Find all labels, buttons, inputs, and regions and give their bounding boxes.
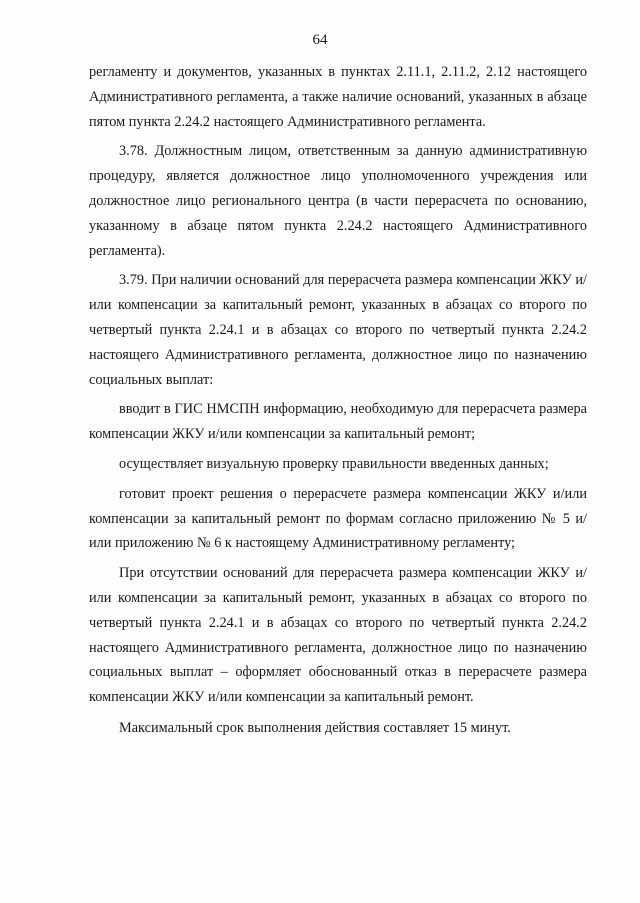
document-body xyxy=(89,60,587,746)
paragraph-3-79-item-enter-data: вводит в ГИС НМСПН информацию, необходимую для перерасчета размера компенсации ЖКУ и/или компенсации за капитальный ремонт; xyxy=(89,401,587,443)
paragraph-3-79-item-draft-decision: готовит проект решения о перерасчете размера компенсации ЖКУ и/или компенсации за капитальный ремонт по формам согласно приложению № 5 и/или приложению № 6 к настоящему Административному регламенту; xyxy=(89,485,587,552)
paragraph-absence-of-grounds: При отсутствии оснований для перерасчета размера компенсации ЖКУ и/или компенсации за капитальный ремонт, указанных в абзацах со второго по четвертый пункта 2.24.1 и в абзацах со второго по четвертый пункта 2.24.2 настоящего Административного регламента, должностное лицо по назначению социальных выплат – оформляет обоснованный отказ в перерасчете размера компенсации ЖКУ и/или компенсации за капитальный ремонт. xyxy=(89,565,587,706)
paragraph-max-duration: Максимальный срок выполнения действия составляет 15 минут. xyxy=(119,719,511,736)
page-number: 64 xyxy=(312,32,328,48)
paragraph-continuation: регламенту и документов, указанных в пунктах 2.11.1, 2.11.2, 2.12 настоящего Административного регламента, а также наличие оснований, указанных в абзаце пятом пункта 2.24.2 настоящего Административного регламента. xyxy=(89,64,587,130)
paragraph-3-78: 3.78. Должностным лицом, ответственным за данную административную процедуру, является должностное лицо уполномоченного учреждения или должностное лицо регионального центра (в части перерасчета по основанию, указанному в абзаце пятом пункта 2.24.2 настоящего Административного регламента). xyxy=(89,143,587,259)
paragraph-3-79-item-visual-check: осуществляет визуальную проверку правильности введенных данных; xyxy=(119,455,549,472)
paragraph-3-79: 3.79. При наличии оснований для перерасчета размера компенсации ЖКУ и/или компенсации за капитальный ремонт, указанных в абзацах со второго по четвертый пункта 2.24.1 и в абзацах со второго по четвертый пункта 2.24.2 настоящего Административного регламента, должностное лицо по назначению социальных выплат: xyxy=(89,272,587,388)
